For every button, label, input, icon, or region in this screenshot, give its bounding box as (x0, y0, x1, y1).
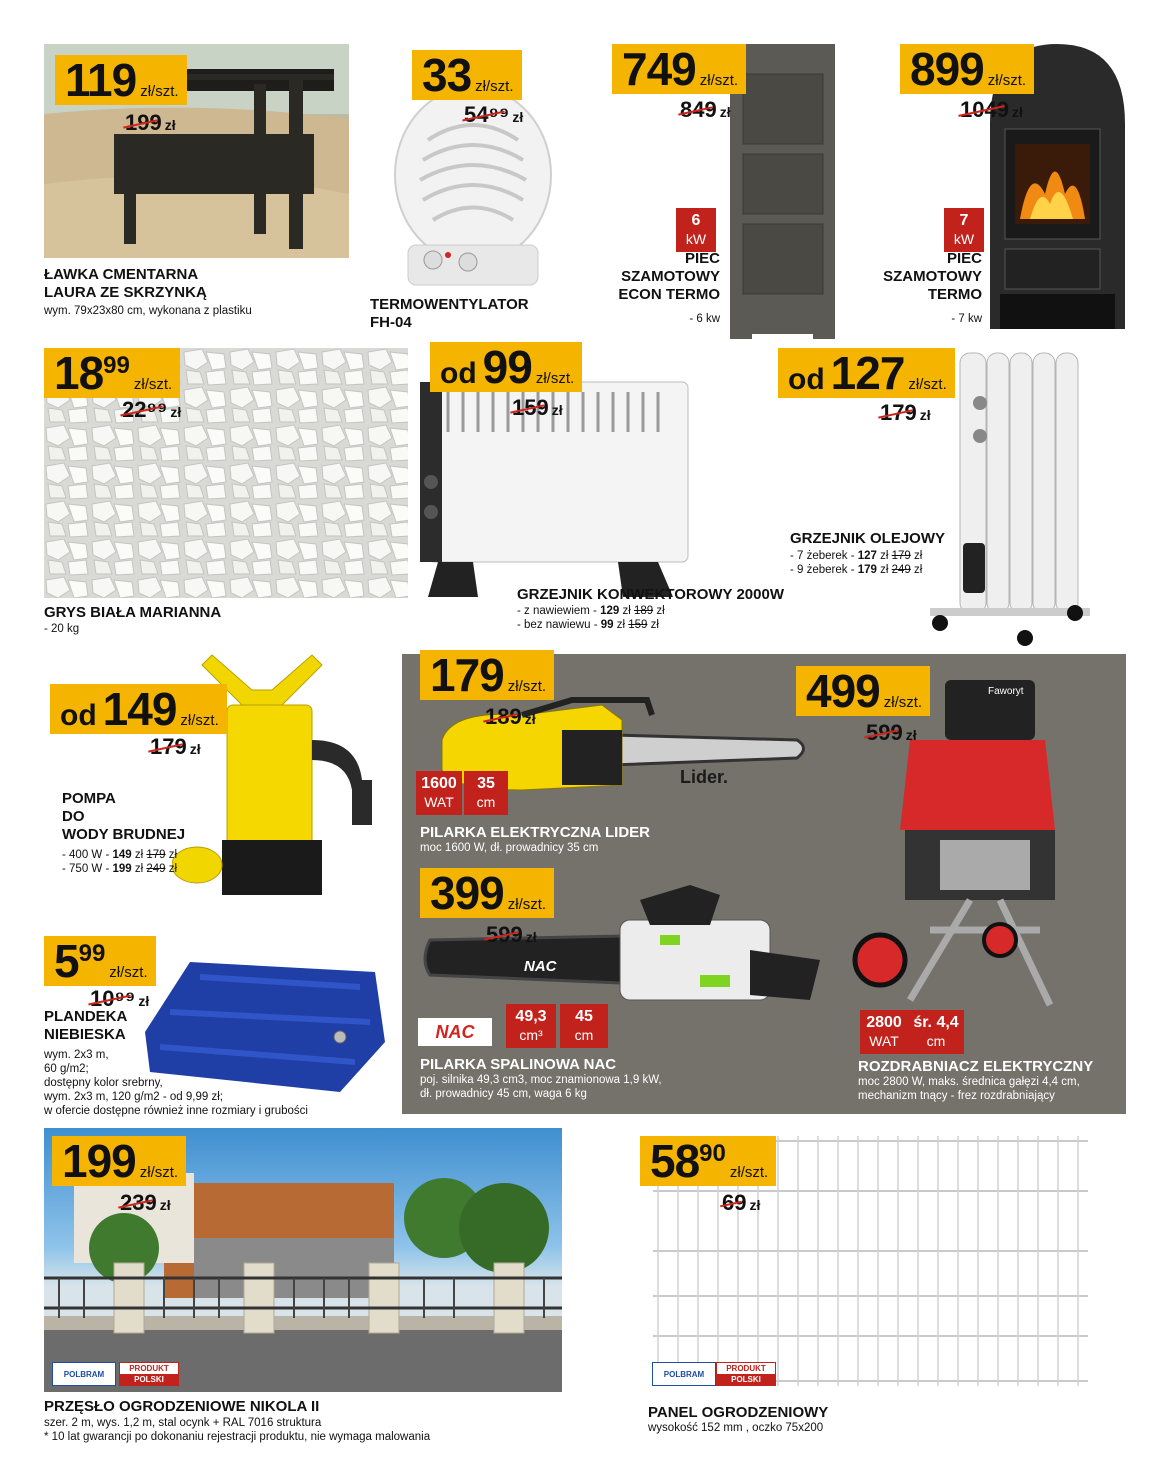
product-desc: - 20 kg (44, 623, 80, 635)
polbram-logo (52, 1362, 116, 1386)
option-currency: zł (619, 605, 634, 617)
product-title: PILARKA SPALINOWA NAC (420, 1056, 617, 1073)
badge-unit: WAT (424, 794, 454, 810)
title-line: NIEBIESKA (44, 1026, 126, 1043)
title-line: ŁAWKA CMENTARNA (44, 266, 199, 283)
product-desc (44, 1048, 308, 1118)
option-currency: zł (653, 605, 665, 617)
price-value: 499 (806, 665, 880, 717)
option-price: 179 (857, 564, 877, 576)
old-price-value: 1049 (960, 97, 1009, 122)
price-value: 127 (830, 347, 905, 399)
option-price: 199 (112, 863, 132, 875)
product-title: GRYS BIAŁA MARIANNA (44, 604, 222, 621)
price-unit: zł/szt. (507, 678, 547, 695)
product-desc (420, 1073, 662, 1101)
price-tag (412, 50, 522, 100)
old-price-value: 22⁹⁹ (122, 397, 168, 422)
badge-value: 45 (575, 1008, 593, 1025)
price-tag (430, 342, 582, 392)
diameter-badge (908, 1010, 964, 1054)
old-price-value: 54⁹⁹ (464, 102, 510, 127)
badge-value: 49,3 (515, 1008, 547, 1025)
product-title: GRZEJNIK OLEJOWY (790, 530, 946, 547)
title-line: WODY BRUDNEJ (62, 826, 186, 843)
price-unit: zł/szt. (987, 72, 1027, 89)
price-unit: zł/szt. (475, 78, 514, 95)
desc-line: wym. 2x3 m, 120 g/m2 - od 9,99 zł; (44, 1091, 223, 1103)
product-polski-badge (716, 1362, 776, 1386)
option-currency: zł (613, 619, 629, 631)
old-price-value: 179 (880, 400, 917, 425)
badge-unit: cm (574, 1027, 594, 1043)
old-price (960, 97, 1023, 123)
title-line: SZAMOTOWY (883, 268, 982, 285)
old-price-value: 849 (680, 97, 717, 122)
price-cents: 99 (103, 352, 130, 379)
old-price (880, 400, 931, 426)
option-currency: zł (131, 849, 147, 861)
old-price-currency: zł (170, 404, 182, 420)
option-label: - bez nawiewu - (517, 619, 601, 631)
price-tag (55, 55, 187, 105)
product-desc (44, 1416, 430, 1444)
old-price (722, 1190, 760, 1216)
brand-label: Faworyt (988, 686, 1024, 697)
engine-badge (506, 1004, 556, 1048)
price-cents: 90 (699, 1140, 726, 1167)
desc-line: poj. silnika 49,3 cm3, moc znamionowa 1,9 kW, (420, 1074, 662, 1086)
old-price-value: 599 (866, 720, 903, 745)
badge-line: PRODUKT (129, 1364, 169, 1373)
old-price-currency: zł (164, 117, 176, 133)
price-prefix: od (788, 363, 825, 396)
price-value: 199 (62, 1135, 136, 1187)
option-label: - z nawiewiem - (517, 605, 601, 617)
badge-line: PRODUKT (726, 1364, 766, 1373)
option-label: - 9 żeberek - (790, 564, 858, 576)
price-tag (900, 44, 1034, 94)
product-title (44, 266, 207, 302)
title-line: TERMO (927, 286, 982, 303)
badge-value: 35 (477, 775, 495, 792)
price-value: 18 (54, 347, 104, 399)
price-value: 33 (422, 49, 472, 101)
old-price (866, 720, 917, 746)
product-desc: wysokość 152 mm , oczko 75x200 (648, 1422, 824, 1434)
price-tag (420, 650, 554, 700)
badge-unit: kW (953, 231, 975, 247)
product-title: PANEL OGRODZENIOWY (648, 1404, 829, 1421)
option-old-price: 249 (146, 863, 166, 875)
nac-logo-text: NAC (435, 1021, 475, 1042)
price-tag (44, 936, 156, 986)
old-price (464, 102, 523, 128)
price-unit: zł/szt. (729, 1164, 769, 1181)
option-price: 127 (857, 550, 877, 562)
option-line (517, 604, 665, 618)
badge-unit: cm (926, 1033, 946, 1049)
old-price-currency: zł (524, 711, 536, 727)
price-prefix: od (60, 699, 97, 732)
old-price (680, 97, 731, 123)
old-price-value: 179 (150, 734, 187, 759)
badge-unit: WAT (869, 1033, 899, 1049)
price-value: 749 (622, 43, 696, 95)
option-label: - 7 żeberek - (790, 550, 858, 562)
option-price: 99 (600, 619, 614, 631)
title-line: DO (62, 808, 85, 825)
option-label: - 750 W - (62, 863, 113, 875)
option-line (790, 563, 922, 577)
power-badge (860, 1010, 908, 1054)
old-price-value: 159 (512, 395, 549, 420)
price-tag (796, 666, 930, 716)
price-unit: zł/szt. (908, 376, 947, 393)
price-unit: zł/szt. (139, 1164, 179, 1181)
title-line: SZAMOTOWY (621, 268, 720, 285)
badge-unit: kW (685, 231, 707, 247)
option-old-price: 249 (891, 564, 911, 576)
product-options (517, 604, 665, 632)
option-price: 149 (112, 849, 132, 861)
title-line: FH-04 (370, 314, 412, 331)
badge-value: 6 (691, 212, 701, 229)
badge-value: 1600 (421, 775, 457, 792)
power-badge (676, 208, 716, 252)
old-price (150, 734, 201, 760)
option-currency: zł (876, 564, 892, 576)
old-price-currency: zł (919, 407, 931, 423)
desc-line: mechanizm tnący - frez rozdrabniający (858, 1090, 1055, 1102)
desc-line: moc 2800 W, maks. średnica gałęzi 4,4 cm, (858, 1076, 1080, 1088)
old-price-currency: zł (189, 741, 201, 757)
title-line: PIEC (684, 250, 720, 267)
polbram-logo-text: POLBRAM (63, 1369, 105, 1379)
badge-value: 2800 (866, 1014, 902, 1031)
option-currency: zł (165, 863, 178, 875)
old-price-currency: zł (138, 993, 150, 1009)
option-old-price: 159 (628, 619, 648, 631)
title-line: PLANDEKA (44, 1008, 128, 1025)
option-currency: zł (876, 550, 892, 562)
price-tag (52, 1136, 186, 1186)
price-value: 899 (910, 43, 984, 95)
product-title (370, 296, 529, 332)
brand-label: Lider. (680, 767, 729, 787)
old-price-currency: zł (749, 1197, 761, 1213)
option-line (790, 549, 922, 563)
old-price-value: 199 (125, 110, 162, 135)
old-price (120, 1190, 171, 1216)
badge-line: POLSKI (717, 1374, 775, 1385)
old-price (512, 395, 563, 421)
product-title (62, 790, 185, 844)
product-title (44, 1008, 127, 1044)
old-price-currency: zł (905, 727, 917, 743)
option-line (62, 848, 177, 862)
option-old-price: 179 (891, 550, 911, 562)
product-title: GRZEJNIK KONWEKTOROWY 2000W (517, 586, 784, 603)
desc-line: dostępny kolor srebrny, (44, 1077, 163, 1089)
product-options (790, 549, 922, 577)
price-unit: zł/szt. (535, 370, 575, 387)
price-unit: zł/szt. (180, 712, 219, 729)
option-price: 129 (600, 605, 620, 617)
nac-logo (418, 1018, 492, 1046)
title-line: PIEC (946, 250, 982, 267)
price-tag (778, 348, 955, 398)
price-value: 179 (430, 649, 504, 701)
title-line: LAURA ZE SKRZYNKĄ (44, 284, 207, 301)
power-badge (944, 208, 984, 252)
title-line: ECON TERMO (618, 286, 720, 303)
brand-label: NAC (524, 958, 557, 975)
bar-length-badge (560, 1004, 608, 1048)
product-desc (858, 1075, 1080, 1103)
product-title (600, 250, 720, 304)
option-currency: zł (647, 619, 659, 631)
price-value: 399 (430, 867, 504, 919)
price-unit: zł/szt. (699, 72, 739, 89)
price-prefix: od (440, 357, 477, 390)
old-price-currency: zł (525, 929, 537, 945)
old-price (486, 922, 537, 948)
polbram-logo-text: POLBRAM (663, 1369, 705, 1379)
old-price-value: 10⁹⁹ (90, 986, 136, 1011)
desc-line: 60 g/m2; (44, 1063, 89, 1075)
price-tag (44, 348, 180, 398)
old-price-currency: zł (719, 104, 731, 120)
product-title (860, 250, 982, 304)
price-cents: 99 (78, 940, 106, 967)
product-desc: wym. 79x23x80 cm, wykonana z plastiku (44, 305, 252, 317)
old-price-currency: zł (1011, 104, 1023, 120)
desc-line: * 10 lat gwarancji po dokonaniu rejestracji produktu, nie wymaga malowania (44, 1431, 431, 1443)
price-unit: zł/szt. (133, 376, 173, 393)
badge-unit: cm³ (519, 1027, 543, 1043)
old-price-currency: zł (512, 109, 524, 125)
price-value: 149 (102, 683, 177, 735)
bar-length-badge (464, 771, 508, 815)
option-currency: zł (165, 849, 178, 861)
old-price-value: 239 (120, 1190, 157, 1215)
product-title: PRZĘSŁO OGRODZENIOWE NIKOLA II (44, 1398, 320, 1415)
product-title: PILARKA ELEKTRYCZNA LIDER (420, 824, 650, 841)
badge-line: POLSKI (120, 1374, 178, 1385)
product-desc: - 6 kw (689, 313, 720, 325)
price-unit: zł/szt. (140, 83, 179, 100)
price-value: 119 (65, 54, 137, 106)
price-unit: zł/szt. (507, 896, 547, 913)
product-title: ROZDRABNIACZ ELEKTRYCZNY (858, 1058, 1094, 1075)
desc-line: wym. 2x3 m, (44, 1049, 109, 1061)
option-currency: zł (910, 564, 923, 576)
product-polski-badge (119, 1362, 179, 1386)
badge-unit: cm (476, 794, 496, 810)
title-line: POMPA (62, 790, 116, 807)
polbram-logo (652, 1362, 716, 1386)
old-price (122, 397, 181, 423)
old-price (485, 704, 536, 730)
option-old-price: 189 (633, 605, 654, 617)
option-line (62, 862, 177, 876)
product-desc: - 7 kw (951, 313, 982, 325)
price-tag (640, 1136, 776, 1186)
badge-value: 7 (959, 212, 969, 229)
old-price-value: 599 (486, 922, 523, 947)
old-price-currency: zł (551, 402, 563, 418)
product-options (62, 848, 177, 876)
desc-line: w ofercie dostępne również inne rozmiary i grubości (44, 1105, 308, 1117)
old-price (125, 110, 176, 136)
option-currency: zł (910, 550, 923, 562)
price-tag (612, 44, 746, 94)
desc-line: szer. 2 m, wys. 1,2 m, stal ocynk + RAL 7016 struktura (44, 1417, 322, 1429)
product-desc: moc 1600 W, dł. prowadnicy 35 cm (420, 842, 599, 854)
option-line (517, 618, 665, 632)
title-line: TERMOWENTYLATOR (370, 296, 529, 313)
option-old-price: 179 (146, 849, 166, 861)
price-value: 99 (482, 341, 532, 393)
option-currency: zł (131, 863, 147, 875)
old-price-value: 69 (722, 1190, 747, 1215)
price-value: 58 (650, 1135, 700, 1187)
old-price-value: 189 (485, 704, 522, 729)
power-badge (416, 771, 462, 815)
desc-line: dł. prowadnicy 45 cm, waga 6 kg (420, 1088, 587, 1100)
price-tag (420, 868, 554, 918)
price-unit: zł/szt. (109, 964, 148, 981)
old-price-currency: zł (159, 1197, 171, 1213)
badge-value: śr. 4,4 (913, 1014, 959, 1031)
price-tag (50, 684, 227, 734)
price-unit: zł/szt. (883, 694, 923, 711)
price-value: 5 (54, 935, 79, 987)
option-label: - 400 W - (62, 849, 113, 861)
